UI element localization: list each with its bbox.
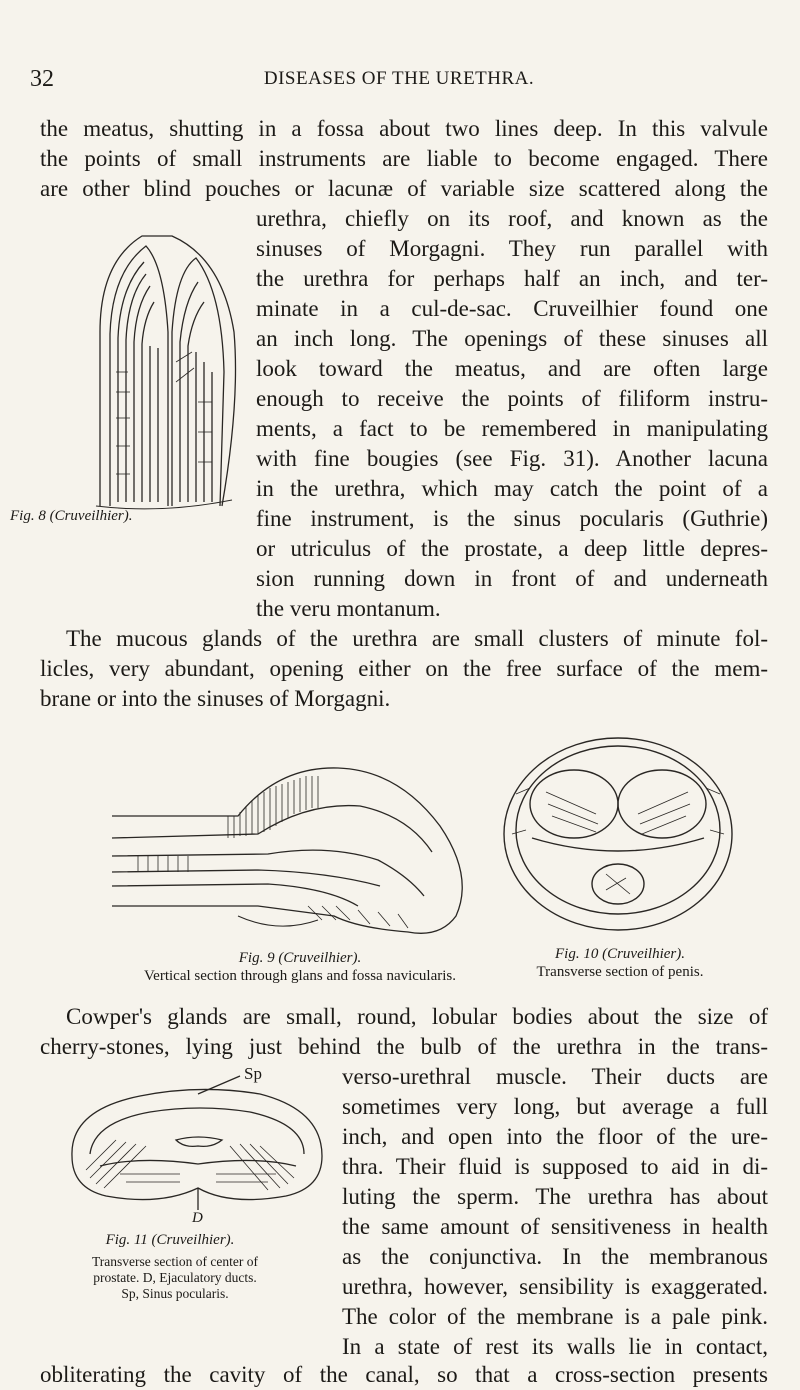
figure-10-caption: Fig. 10 (Cruveilhier). xyxy=(555,946,685,962)
page-header xyxy=(30,66,768,96)
text-line: an inch long. The openings of these sinuses all xyxy=(256,326,768,351)
text-line: fine instrument, is the sinus pocularis (Guthrie) xyxy=(256,506,768,531)
text-line: sion running down in front of and underneath xyxy=(256,566,768,591)
text-line: Cowper's glands are small, round, lobular bodies about the size of xyxy=(66,1004,768,1029)
text-line: brane or into the sinuses of Morgagni. xyxy=(40,686,391,711)
figure-9 xyxy=(108,756,480,946)
text-line: luting the sperm. The urethra has about xyxy=(342,1184,768,1209)
figure-9-subcaption: Vertical section through glans and fossa navicularis. xyxy=(144,968,456,984)
figure-8 xyxy=(10,222,244,524)
text-line: as the conjunctiva. In the membranous xyxy=(342,1244,768,1269)
text-line: sinuses of Morgagni. They run parallel with xyxy=(256,236,768,261)
text-line: look toward the meatus, and are often large xyxy=(256,356,768,381)
label-sp: Sp xyxy=(244,1064,262,1083)
figure-10-engraving xyxy=(496,734,740,944)
text-line: licles, very abundant, opening either on the free surface of the mem- xyxy=(40,656,768,681)
label-d: D xyxy=(192,1210,203,1226)
text-line: The mucous glands of the urethra are small clusters of minute fol- xyxy=(66,626,768,651)
figure-8-engraving xyxy=(72,222,244,512)
text-line: the urethra for perhaps half an inch, and ter- xyxy=(256,266,768,291)
figure-10-subcaption: Transverse section of penis. xyxy=(536,964,704,980)
text-line: the same amount of sensitiveness in health xyxy=(342,1214,768,1239)
text-line: thra. Their fluid is supposed to aid in di- xyxy=(342,1154,768,1179)
text-line: verso-urethral muscle. Their ducts are xyxy=(342,1064,768,1089)
page-number: 32 xyxy=(30,66,54,92)
figure-11 xyxy=(60,1064,330,1226)
figure-9-caption-title: Fig. 9 (Cruveilhier). xyxy=(238,950,362,966)
figure-11-caption: Fig. 11 (Cruveilhier). xyxy=(105,1232,235,1248)
figure-9-engraving xyxy=(108,756,480,946)
text-line: the veru montanum. xyxy=(256,596,441,621)
figure-11-subcaption-1: Transverse section of center of xyxy=(92,1254,258,1269)
text-line: with fine bougies (see Fig. 31). Another lacuna xyxy=(256,446,768,471)
text-line: urethra, chiefly on its roof, and known as the xyxy=(256,206,768,231)
text-line: urethra, however, sensibility is exaggerated. xyxy=(342,1274,768,1299)
text-line: ments, a fact to be remembered in manipulating xyxy=(256,416,768,441)
text-line: the points of small instruments are liable to become engaged. There xyxy=(40,146,768,171)
figure-11-engraving xyxy=(60,1070,330,1220)
text-line: sometimes very long, but average a full xyxy=(342,1094,768,1119)
figure-8-caption: Fig. 8 (Cruveilhier). xyxy=(10,508,133,524)
text-line: In a state of rest its walls lie in contact, xyxy=(342,1334,768,1359)
text-line: obliterating the cavity of the canal, so that a cross-section presents xyxy=(40,1362,768,1387)
figure-11-subcaption-2: prostate. D, Ejaculatory ducts. xyxy=(93,1270,257,1285)
text-line: the meatus, shutting in a fossa about two lines deep. In this valvule xyxy=(40,116,768,141)
text-line: cherry-stones, lying just behind the bulb of the urethra in the trans- xyxy=(40,1034,768,1059)
figure-9-caption xyxy=(150,950,450,967)
text-line: or utriculus of the prostate, a deep little depres- xyxy=(256,536,768,561)
figure-10 xyxy=(496,734,740,944)
text-line: enough to receive the points of filiform instru- xyxy=(256,386,768,411)
running-title: DISEASES OF THE URETHRA. xyxy=(263,68,535,89)
text-line: in the urethra, which may catch the point of a xyxy=(256,476,768,501)
text-line: are other blind pouches or lacunæ of variable size scattered along the xyxy=(40,176,768,201)
text-line: minate in a cul-de-sac. Cruveilhier found one xyxy=(256,296,768,321)
text-line: The color of the membrane is a pale pink. xyxy=(342,1304,768,1329)
text-line: inch, and open into the floor of the ure- xyxy=(342,1124,768,1149)
figure-11-subcaption-3: Sp, Sinus pocularis. xyxy=(121,1286,229,1301)
